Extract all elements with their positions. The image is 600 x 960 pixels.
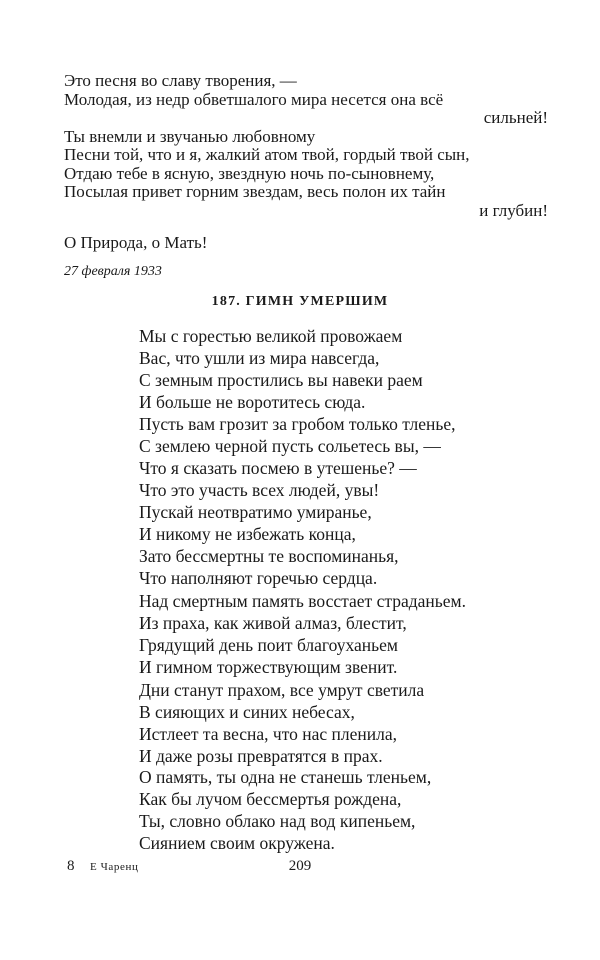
stanza-line: Ты, словно облако над вод кипеньем,: [139, 811, 416, 831]
stanza-line: И никому не избежать конца,: [139, 524, 356, 544]
stanza-line: Сиянием своим окружена.: [139, 833, 335, 853]
stanza-line: И даже розы превратятся в прах.: [139, 746, 383, 766]
stanza-line: Мы с горестью великой провожаем: [139, 326, 403, 346]
previous-poem-line-4: Песни той, что и я, жалкий атом твой, гордый твой сын,: [64, 145, 470, 164]
stanza-line: Вас, что ушли из мира навсегда,: [139, 348, 380, 368]
stanza-line: Дни станут прахом, все умрут светила: [139, 680, 425, 700]
stanza-line: Истлеет та весна, что нас пленила,: [139, 724, 398, 744]
stanza-line: Пускай неотвратимо умиранье,: [139, 502, 372, 522]
stanza-line: Грядущий день поит благоуханьем: [139, 635, 398, 655]
stanza-line: И больше не воротитесь сюда.: [139, 392, 366, 412]
stanza-line: Что это участь всех людей, увы!: [139, 480, 380, 500]
stanza-4: [139, 590, 466, 678]
stanza-line: Что я сказать посмею в утешенье? —: [139, 458, 417, 478]
stanza-line: Пусть вам грозит за гробом только тленье,: [139, 414, 456, 434]
stanza-3: [139, 501, 399, 589]
previous-poem-line-3: Ты внемли и звучанью любовному: [64, 127, 316, 146]
stanza-line: Зато бессмертны те воспоминанья,: [139, 546, 399, 566]
previous-poem-line-1: Это песня во славу творения, —: [64, 71, 297, 90]
page-number: 209: [288, 858, 312, 874]
previous-poem-line-6: Посылая привет горним звездам, весь полон их тайн: [64, 182, 446, 201]
previous-poem-line-2-continued: сильней!: [483, 108, 548, 127]
stanza-line: В сияющих и синих небесах,: [139, 702, 355, 722]
stanza-2: [139, 413, 455, 501]
signature-author: Е Чаренц: [90, 861, 139, 873]
stanza-6: [139, 766, 431, 854]
stanza-line: Над смертным память восстает страданьем.: [139, 591, 466, 611]
stanza-line: Как бы лучом бессмертья рождена,: [139, 789, 402, 809]
stanza-line: Что наполняют горечью сердца.: [139, 568, 378, 588]
stanza-line: С землею черной пусть сольетесь вы, —: [139, 436, 441, 456]
stanza-line: И гимном торжествующим звенит.: [139, 657, 398, 677]
previous-poem-line-6-continued: и глубин!: [479, 201, 548, 220]
stanza-5: [139, 679, 424, 767]
previous-poem-line-5: Отдаю тебе в ясную, звездную ночь по-сыновнему,: [64, 164, 435, 183]
stanza-line: О память, ты одна не станешь тленьем,: [139, 767, 432, 787]
poem-title: 187. ГИМН УМЕРШИМ: [211, 294, 389, 309]
stanza-line: Из праха, как живой алмаз, блестит,: [139, 613, 407, 633]
poem-date: 27 февраля 1933: [64, 264, 162, 279]
stanza-line: С земным простились вы навеки раем: [139, 370, 423, 390]
stanza-1: [139, 325, 423, 413]
previous-poem-closing-line: О Природа, о Мать!: [64, 233, 208, 252]
previous-poem-line-2: Молодая, из недр обветшалого мира несется она всё: [64, 90, 444, 109]
signature-number: 8: [67, 858, 75, 874]
